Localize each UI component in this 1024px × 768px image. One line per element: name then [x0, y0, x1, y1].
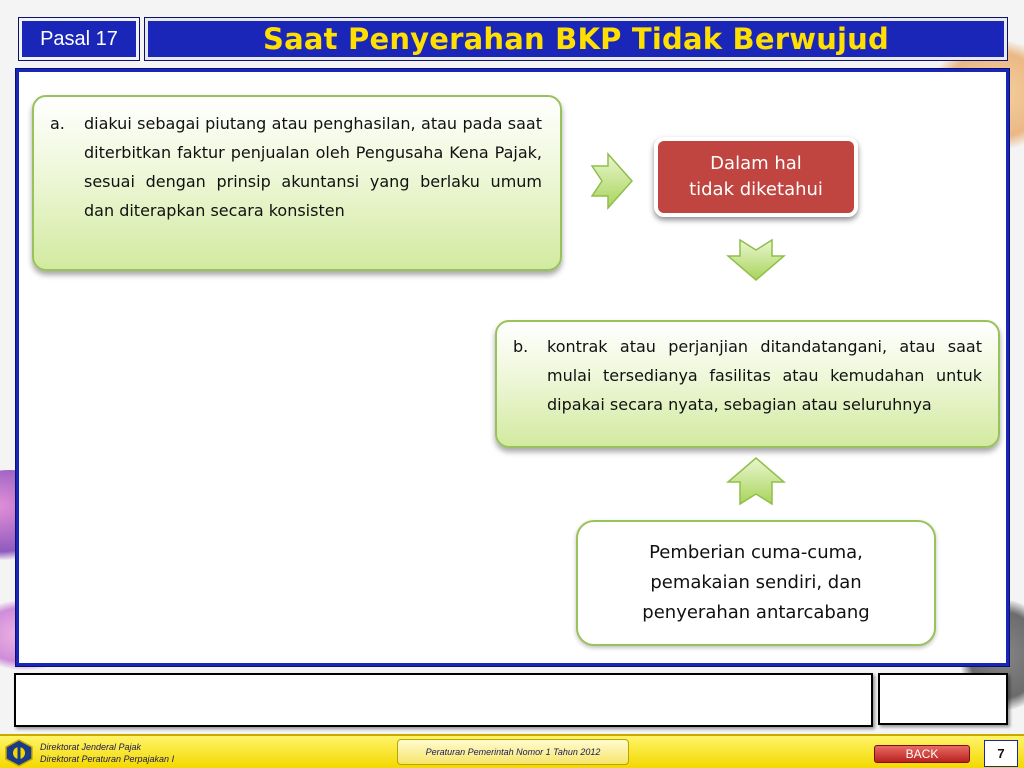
- item-a-card: [32, 95, 562, 271]
- item-b-card: [495, 320, 1000, 448]
- condition-box: [654, 137, 858, 217]
- page-title: Saat Penyerahan BKP Tidak Berwujud: [263, 22, 889, 56]
- arrow-down-icon: [726, 238, 786, 282]
- condition-line-2: tidak diketahui: [689, 179, 823, 200]
- notes-box-left: [14, 673, 873, 727]
- item-a-marker: a.: [50, 114, 65, 133]
- item-a-text: diakui sebagai piutang atau penghasilan, atau pada saat diterbitkan faktur penjualan oleh Pengusaha Kena Pajak, sesuai dengan prinsip akuntansi yang berlaku umum dan diterapkan secara konsisten: [84, 114, 542, 220]
- source-line-1: Pemberian cuma-cuma,: [649, 542, 863, 563]
- title-bar: [145, 18, 1007, 60]
- arrow-right-icon: [590, 152, 634, 210]
- article-badge: Pasal 17: [19, 18, 139, 60]
- arrow-up-icon: [726, 456, 786, 506]
- back-button[interactable]: BACK: [874, 745, 970, 763]
- condition-line-1: Dalam hal: [710, 153, 802, 174]
- footer-bar: [0, 734, 1024, 768]
- notes-box-right: [878, 673, 1008, 725]
- source-line-2: pemakaian sendiri, dan: [650, 572, 862, 593]
- source-line-3: penyerahan antarcabang: [642, 602, 870, 623]
- org-line-1: Direktorat Jenderal Pajak: [40, 742, 142, 752]
- org-line-2: Direktorat Peraturan Perpajakan I: [40, 754, 175, 764]
- regulation-label: Peraturan Pemerintah Nomor 1 Tahun 2012: [397, 739, 629, 765]
- item-b-marker: b.: [513, 337, 529, 356]
- ministry-emblem-icon: [4, 739, 34, 767]
- organization-name: [40, 741, 174, 765]
- item-b-text: kontrak atau perjanjian ditandatangani, atau saat mulai tersedianya fasilitas atau kemudahan untuk dipakai secara nyata, sebagian atau seluruhnya: [547, 337, 982, 414]
- source-box: [576, 520, 936, 646]
- page-number: 7: [984, 740, 1018, 767]
